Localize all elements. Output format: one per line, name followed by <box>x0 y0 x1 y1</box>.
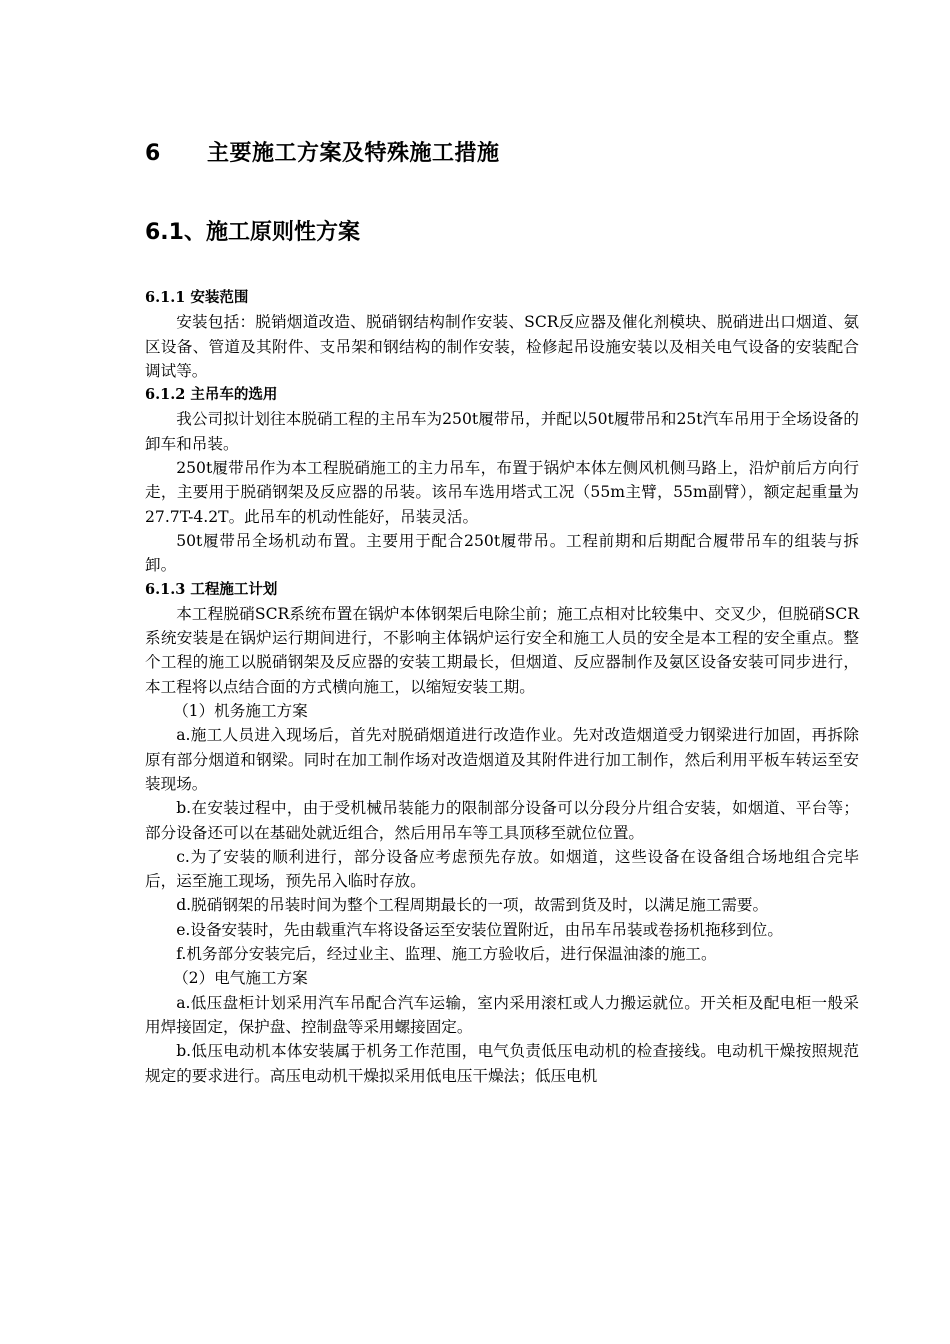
electrical-item-a: a.低压盘柜计划采用汽车吊配合汽车运输，室内采用滚杠或人力搬运就位。开关柜及配电柜一般采用焊接固定，保护盘、控制盘等采用螺接固定。 <box>145 993 859 1036</box>
mechanical-item-d: d.脱硝钢架的吊装时间为整个工程周期最长的一项，故需到货及时，以满足施工需要。 <box>176 896 769 915</box>
electrical-plan-heading: （2）电气施工方案 <box>173 969 308 988</box>
mechanical-item-c: c.为了安装的顺利进行，部分设备应考虑预先存放。如烟道，这些设备在设备组合场地组合完毕后，运至施工现场，预先吊入临时存放。 <box>145 847 859 891</box>
subsection-heading-611: 6.1.1 安装范围 <box>145 289 249 306</box>
mechanical-item-b: b.在安装过程中，由于受机械吊装能力的限制部分设备可以分段分片组合安装，如烟道、平台等；部分设备还可以在基础处就近组合，然后用吊车等工具顶移至就位位置。 <box>145 799 859 842</box>
paragraph-50t-crane: 50t履带吊全场机动布置。主要用于配合250t履带吊。工程前期和后期配合履带吊车的组装与拆卸。 <box>145 531 859 575</box>
mechanical-item-e: e.设备安装时，先由载重汽车将设备运至安装位置附近，由吊车吊装或卷扬机拖移到位。 <box>176 920 783 939</box>
paragraph-main-crane: 我公司拟计划往本脱硝工程的主吊车为250t履带吊，并配以50t履带吊和25t汽车吊用于全场设备的卸车和吊装。 <box>145 410 859 453</box>
paragraph-250t-crane: 250t履带吊作为本工程脱硝施工的主力吊车，布置于锅炉本体左侧风机侧马路上，沿炉前后方向行走，主要用于脱硝钢架及反应器的吊装。该吊车选用塔式工况（55m主臂，55m副臂），额定起重量为27.7T-4.2T。此吊车的机动性能好，吊装灵活。 <box>145 459 859 526</box>
mechanical-item-f: f.机务部分安装完后，经过业主、监理、施工方验收后，进行保温油漆的施工。 <box>176 945 717 964</box>
paragraph-install-scope: 安装包括：脱销烟道改造、脱硝钢结构制作安装、SCR反应器及催化剂模块、脱硝进出口烟道、氨区设备、管道及其附件、支吊架和钢结构的制作安装，检修起吊设施安装以及相关电气设备的安装配合调试等。 <box>145 313 859 380</box>
chapter-title: 主要施工方案及特殊施工措施 <box>207 141 500 166</box>
mechanical-plan-heading: （1）机务施工方案 <box>173 702 308 721</box>
section-heading: 6.1、施工原则性方案 <box>145 220 360 245</box>
electrical-item-b: b.低压电动机本体安装属于机务工作范围，电气负责低压电动机的检查接线。电动机干燥按照规范规定的要求进行。高压电动机干燥拟采用低电压干燥法；低压电机 <box>145 1042 859 1085</box>
paragraph-construction-plan: 本工程脱硝SCR系统布置在锅炉本体钢架后电除尘前；施工点相对比较集中、交叉少，但脱硝SCR系统安装是在锅炉运行期间进行，不影响主体锅炉运行安全和施工人员的安全是本工程的安全重点。整个工程的施工以脱硝钢架及反应器的安装工期最长，但烟道、反应器制作及氨区设备安装可同步进行，本工程将以点结合面的方式横向施工，以缩短安装工期。 <box>145 604 859 696</box>
subsection-heading-612: 6.1.2 主吊车的选用 <box>145 386 278 404</box>
chapter-heading <box>145 136 500 167</box>
mechanical-item-a: a.施工人员进入现场后，首先对脱硝烟道进行改造作业。先对改造烟道受力钢梁进行加固，再拆除原有部分烟道和钢梁。同时在加工制作场对改造烟道及其附件进行加工制作，然后利用平板车转运至安装现场。 <box>145 726 859 793</box>
subsection-heading-613: 6.1.3 工程施工计划 <box>145 580 278 598</box>
document-body <box>145 286 859 1088</box>
chapter-number: 6 <box>145 141 161 166</box>
